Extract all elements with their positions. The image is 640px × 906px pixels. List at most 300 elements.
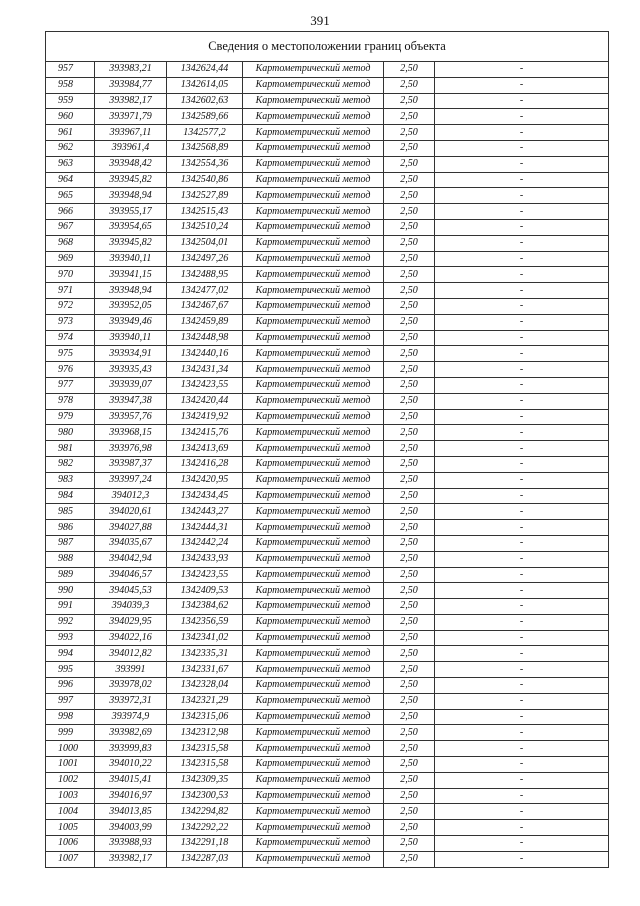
point-number-cell: 994 [46, 646, 95, 662]
method-cell: Картометрический метод [243, 409, 384, 425]
description-cell: - [435, 804, 609, 820]
precision-cell: 2,50 [384, 725, 435, 741]
coord-y-cell: 1342315,58 [167, 757, 243, 773]
precision-cell: 2,50 [384, 346, 435, 362]
table-row [46, 172, 609, 188]
method-cell: Картометрический метод [243, 188, 384, 204]
coord-y-cell: 1342309,35 [167, 772, 243, 788]
coord-y-cell: 1342624,44 [167, 62, 243, 78]
method-cell: Картометрический метод [243, 362, 384, 378]
description-cell: - [435, 678, 609, 694]
coord-x-cell: 394012,82 [95, 646, 167, 662]
coord-y-cell: 1342589,66 [167, 109, 243, 125]
description-cell: - [435, 314, 609, 330]
method-cell: Картометрический метод [243, 77, 384, 93]
table-row [46, 377, 609, 393]
table-row [46, 456, 609, 472]
method-cell: Картометрический метод [243, 472, 384, 488]
precision-cell: 2,50 [384, 662, 435, 678]
point-number-cell: 1002 [46, 772, 95, 788]
table-row [46, 551, 609, 567]
point-number-cell: 960 [46, 109, 95, 125]
method-cell: Картометрический метод [243, 804, 384, 820]
description-cell: - [435, 109, 609, 125]
coord-y-cell: 1342443,27 [167, 504, 243, 520]
precision-cell: 2,50 [384, 678, 435, 694]
coord-y-cell: 1342356,59 [167, 614, 243, 630]
coord-x-cell: 393934,91 [95, 346, 167, 362]
description-cell: - [435, 646, 609, 662]
point-number-cell: 965 [46, 188, 95, 204]
description-cell: - [435, 630, 609, 646]
table-row [46, 93, 609, 109]
point-number-cell: 986 [46, 520, 95, 536]
coord-x-cell: 394027,88 [95, 520, 167, 536]
coord-y-cell: 1342434,45 [167, 488, 243, 504]
method-cell: Картометрический метод [243, 820, 384, 836]
description-cell: - [435, 140, 609, 156]
precision-cell: 2,50 [384, 583, 435, 599]
table-row [46, 788, 609, 804]
point-number-cell: 996 [46, 678, 95, 694]
description-cell: - [435, 456, 609, 472]
table-row [46, 535, 609, 551]
description-cell: - [435, 614, 609, 630]
coord-y-cell: 1342413,69 [167, 441, 243, 457]
description-cell: - [435, 583, 609, 599]
precision-cell: 2,50 [384, 77, 435, 93]
point-number-cell: 992 [46, 614, 95, 630]
table-row [46, 109, 609, 125]
coord-y-cell: 1342292,22 [167, 820, 243, 836]
precision-cell: 2,50 [384, 298, 435, 314]
coord-x-cell: 393999,83 [95, 741, 167, 757]
point-number-cell: 988 [46, 551, 95, 567]
page-number: 391 [310, 13, 330, 28]
point-number-cell: 967 [46, 219, 95, 235]
point-number-cell: 1001 [46, 757, 95, 773]
precision-cell: 2,50 [384, 219, 435, 235]
method-cell: Картометрический метод [243, 283, 384, 299]
coord-x-cell: 394012,3 [95, 488, 167, 504]
table-row [46, 709, 609, 725]
point-number-cell: 982 [46, 456, 95, 472]
coord-y-cell: 1342440,16 [167, 346, 243, 362]
coord-y-cell: 1342287,03 [167, 851, 243, 867]
coord-x-cell: 394045,53 [95, 583, 167, 599]
point-number-cell: 968 [46, 235, 95, 251]
precision-cell: 2,50 [384, 267, 435, 283]
description-cell: - [435, 251, 609, 267]
precision-cell: 2,50 [384, 693, 435, 709]
table-body [46, 62, 609, 868]
description-cell: - [435, 551, 609, 567]
coord-x-cell: 393948,94 [95, 283, 167, 299]
coord-x-cell: 393982,17 [95, 93, 167, 109]
method-cell: Картометрический метод [243, 156, 384, 172]
description-cell: - [435, 836, 609, 852]
coord-y-cell: 1342416,28 [167, 456, 243, 472]
table-row [46, 156, 609, 172]
coord-y-cell: 1342510,24 [167, 219, 243, 235]
coord-y-cell: 1342504,01 [167, 235, 243, 251]
table-row [46, 441, 609, 457]
coord-y-cell: 1342409,53 [167, 583, 243, 599]
precision-cell: 2,50 [384, 425, 435, 441]
coord-x-cell: 393945,82 [95, 235, 167, 251]
point-number-cell: 969 [46, 251, 95, 267]
precision-cell: 2,50 [384, 314, 435, 330]
table-row [46, 804, 609, 820]
point-number-cell: 963 [46, 156, 95, 172]
coord-x-cell: 393961,4 [95, 140, 167, 156]
coord-y-cell: 1342291,18 [167, 836, 243, 852]
method-cell: Картометрический метод [243, 646, 384, 662]
point-number-cell: 978 [46, 393, 95, 409]
coord-y-cell: 1342497,26 [167, 251, 243, 267]
description-cell: - [435, 267, 609, 283]
description-cell: - [435, 535, 609, 551]
table-row [46, 646, 609, 662]
precision-cell: 2,50 [384, 377, 435, 393]
method-cell: Картометрический метод [243, 267, 384, 283]
coord-y-cell: 1342448,98 [167, 330, 243, 346]
table-row [46, 741, 609, 757]
description-cell: - [435, 62, 609, 78]
point-number-cell: 964 [46, 172, 95, 188]
point-number-cell: 993 [46, 630, 95, 646]
point-number-cell: 975 [46, 346, 95, 362]
method-cell: Картометрический метод [243, 377, 384, 393]
method-cell: Картометрический метод [243, 204, 384, 220]
table-row [46, 851, 609, 867]
method-cell: Картометрический метод [243, 851, 384, 867]
precision-cell: 2,50 [384, 456, 435, 472]
precision-cell: 2,50 [384, 93, 435, 109]
description-cell: - [435, 298, 609, 314]
point-number-cell: 984 [46, 488, 95, 504]
precision-cell: 2,50 [384, 204, 435, 220]
precision-cell: 2,50 [384, 757, 435, 773]
table-title: Сведения о местоположении границ объекта [46, 32, 609, 62]
precision-cell: 2,50 [384, 820, 435, 836]
point-number-cell: 973 [46, 314, 95, 330]
coord-y-cell: 1342444,31 [167, 520, 243, 536]
coord-y-cell: 1342315,06 [167, 709, 243, 725]
table-row [46, 678, 609, 694]
point-number-cell: 970 [46, 267, 95, 283]
description-cell: - [435, 693, 609, 709]
coord-x-cell: 393939,07 [95, 377, 167, 393]
coord-y-cell: 1342442,24 [167, 535, 243, 551]
coord-y-cell: 1342341,02 [167, 630, 243, 646]
coord-y-cell: 1342315,58 [167, 741, 243, 757]
method-cell: Картометрический метод [243, 140, 384, 156]
coord-y-cell: 1342384,62 [167, 599, 243, 615]
description-cell: - [435, 346, 609, 362]
point-number-cell: 997 [46, 693, 95, 709]
coord-x-cell: 393949,46 [95, 314, 167, 330]
method-cell: Картометрический метод [243, 441, 384, 457]
coord-x-cell: 393952,05 [95, 298, 167, 314]
precision-cell: 2,50 [384, 567, 435, 583]
method-cell: Картометрический метод [243, 109, 384, 125]
table-row [46, 504, 609, 520]
description-cell: - [435, 172, 609, 188]
coord-x-cell: 394003,99 [95, 820, 167, 836]
table-row [46, 204, 609, 220]
method-cell: Картометрический метод [243, 836, 384, 852]
point-number-cell: 971 [46, 283, 95, 299]
table-row [46, 772, 609, 788]
coord-x-cell: 394046,57 [95, 567, 167, 583]
coord-y-cell: 1342602,63 [167, 93, 243, 109]
precision-cell: 2,50 [384, 125, 435, 141]
method-cell: Картометрический метод [243, 219, 384, 235]
coord-y-cell: 1342300,53 [167, 788, 243, 804]
table-row [46, 267, 609, 283]
coord-x-cell: 393974,9 [95, 709, 167, 725]
method-cell: Картометрический метод [243, 488, 384, 504]
coord-x-cell: 393983,21 [95, 62, 167, 78]
coord-x-cell: 393948,94 [95, 188, 167, 204]
coord-x-cell: 393978,02 [95, 678, 167, 694]
description-cell: - [435, 741, 609, 757]
coord-x-cell: 393940,11 [95, 330, 167, 346]
point-number-cell: 958 [46, 77, 95, 93]
coord-y-cell: 1342515,43 [167, 204, 243, 220]
coord-x-cell: 394010,22 [95, 757, 167, 773]
table-row [46, 77, 609, 93]
coord-x-cell: 393957,76 [95, 409, 167, 425]
coord-x-cell: 393941,15 [95, 267, 167, 283]
point-number-cell: 1006 [46, 836, 95, 852]
boundary-coordinates-table [45, 31, 608, 868]
point-number-cell: 1003 [46, 788, 95, 804]
method-cell: Картометрический метод [243, 251, 384, 267]
description-cell: - [435, 709, 609, 725]
point-number-cell: 999 [46, 725, 95, 741]
description-cell: - [435, 788, 609, 804]
table-row [46, 62, 609, 78]
precision-cell: 2,50 [384, 409, 435, 425]
precision-cell: 2,50 [384, 836, 435, 852]
method-cell: Картометрический метод [243, 662, 384, 678]
table-row [46, 298, 609, 314]
description-cell: - [435, 599, 609, 615]
precision-cell: 2,50 [384, 393, 435, 409]
coord-x-cell: 394015,41 [95, 772, 167, 788]
point-number-cell: 981 [46, 441, 95, 457]
coord-x-cell: 394022,16 [95, 630, 167, 646]
precision-cell: 2,50 [384, 551, 435, 567]
description-cell: - [435, 156, 609, 172]
description-cell: - [435, 377, 609, 393]
method-cell: Картометрический метод [243, 456, 384, 472]
method-cell: Картометрический метод [243, 520, 384, 536]
point-number-cell: 957 [46, 62, 95, 78]
description-cell: - [435, 393, 609, 409]
point-number-cell: 974 [46, 330, 95, 346]
coord-x-cell: 394042,94 [95, 551, 167, 567]
description-cell: - [435, 725, 609, 741]
method-cell: Картометрический метод [243, 551, 384, 567]
description-cell: - [435, 851, 609, 867]
method-cell: Картометрический метод [243, 172, 384, 188]
point-number-cell: 998 [46, 709, 95, 725]
precision-cell: 2,50 [384, 156, 435, 172]
coord-y-cell: 1342614,05 [167, 77, 243, 93]
table-row [46, 662, 609, 678]
coord-x-cell: 394039,3 [95, 599, 167, 615]
coord-x-cell: 393968,15 [95, 425, 167, 441]
precision-cell: 2,50 [384, 172, 435, 188]
coord-x-cell: 394035,67 [95, 535, 167, 551]
coord-y-cell: 1342420,95 [167, 472, 243, 488]
coord-x-cell: 393972,31 [95, 693, 167, 709]
point-number-cell: 979 [46, 409, 95, 425]
method-cell: Картометрический метод [243, 772, 384, 788]
precision-cell: 2,50 [384, 472, 435, 488]
description-cell: - [435, 820, 609, 836]
coord-y-cell: 1342488,95 [167, 267, 243, 283]
method-cell: Картометрический метод [243, 599, 384, 615]
coord-x-cell: 393955,17 [95, 204, 167, 220]
description-cell: - [435, 441, 609, 457]
table-row [46, 409, 609, 425]
point-number-cell: 976 [46, 362, 95, 378]
coord-x-cell: 394013,85 [95, 804, 167, 820]
table-row [46, 836, 609, 852]
method-cell: Картометрический метод [243, 583, 384, 599]
point-number-cell: 972 [46, 298, 95, 314]
method-cell: Картометрический метод [243, 709, 384, 725]
description-cell: - [435, 125, 609, 141]
precision-cell: 2,50 [384, 362, 435, 378]
coord-y-cell: 1342568,89 [167, 140, 243, 156]
coord-x-cell: 394016,97 [95, 788, 167, 804]
coord-x-cell: 393991 [95, 662, 167, 678]
table-row [46, 614, 609, 630]
description-cell: - [435, 235, 609, 251]
coord-y-cell: 1342477,02 [167, 283, 243, 299]
description-cell: - [435, 425, 609, 441]
method-cell: Картометрический метод [243, 535, 384, 551]
coord-y-cell: 1342527,89 [167, 188, 243, 204]
coord-x-cell: 393954,65 [95, 219, 167, 235]
point-number-cell: 995 [46, 662, 95, 678]
precision-cell: 2,50 [384, 283, 435, 299]
precision-cell: 2,50 [384, 504, 435, 520]
table-row [46, 283, 609, 299]
coord-y-cell: 1342415,76 [167, 425, 243, 441]
table-row [46, 567, 609, 583]
method-cell: Картометрический метод [243, 314, 384, 330]
point-number-cell: 961 [46, 125, 95, 141]
table-row [46, 125, 609, 141]
precision-cell: 2,50 [384, 709, 435, 725]
table-row [46, 630, 609, 646]
point-number-cell: 990 [46, 583, 95, 599]
precision-cell: 2,50 [384, 741, 435, 757]
point-number-cell: 980 [46, 425, 95, 441]
point-number-cell: 987 [46, 535, 95, 551]
coord-x-cell: 393997,24 [95, 472, 167, 488]
coord-y-cell: 1342459,89 [167, 314, 243, 330]
coord-y-cell: 1342321,29 [167, 693, 243, 709]
precision-cell: 2,50 [384, 488, 435, 504]
coord-x-cell: 393984,77 [95, 77, 167, 93]
description-cell: - [435, 520, 609, 536]
coord-y-cell: 1342312,98 [167, 725, 243, 741]
coord-y-cell: 1342419,92 [167, 409, 243, 425]
description-cell: - [435, 488, 609, 504]
table-row [46, 425, 609, 441]
point-number-cell: 977 [46, 377, 95, 393]
coord-x-cell: 393947,38 [95, 393, 167, 409]
coord-x-cell: 393988,93 [95, 836, 167, 852]
method-cell: Картометрический метод [243, 614, 384, 630]
coord-x-cell: 393976,98 [95, 441, 167, 457]
point-number-cell: 1004 [46, 804, 95, 820]
precision-cell: 2,50 [384, 140, 435, 156]
table-row [46, 599, 609, 615]
precision-cell: 2,50 [384, 804, 435, 820]
description-cell: - [435, 330, 609, 346]
coord-x-cell: 393940,11 [95, 251, 167, 267]
point-number-cell: 1000 [46, 741, 95, 757]
precision-cell: 2,50 [384, 646, 435, 662]
point-number-cell: 966 [46, 204, 95, 220]
table-row [46, 346, 609, 362]
coord-x-cell: 393967,11 [95, 125, 167, 141]
method-cell: Картометрический метод [243, 330, 384, 346]
precision-cell: 2,50 [384, 630, 435, 646]
method-cell: Картометрический метод [243, 757, 384, 773]
table-row [46, 472, 609, 488]
point-number-cell: 959 [46, 93, 95, 109]
precision-cell: 2,50 [384, 441, 435, 457]
precision-cell: 2,50 [384, 535, 435, 551]
method-cell: Картометрический метод [243, 725, 384, 741]
table-row [46, 583, 609, 599]
method-cell: Картометрический метод [243, 567, 384, 583]
precision-cell: 2,50 [384, 599, 435, 615]
coord-y-cell: 1342423,55 [167, 567, 243, 583]
method-cell: Картометрический метод [243, 693, 384, 709]
table-row [46, 757, 609, 773]
method-cell: Картометрический метод [243, 393, 384, 409]
precision-cell: 2,50 [384, 109, 435, 125]
coord-y-cell: 1342554,36 [167, 156, 243, 172]
point-number-cell: 985 [46, 504, 95, 520]
point-number-cell: 989 [46, 567, 95, 583]
description-cell: - [435, 77, 609, 93]
description-cell: - [435, 757, 609, 773]
table-row [46, 140, 609, 156]
coord-y-cell: 1342420,44 [167, 393, 243, 409]
coord-y-cell: 1342331,67 [167, 662, 243, 678]
method-cell: Картометрический метод [243, 741, 384, 757]
coord-y-cell: 1342328,04 [167, 678, 243, 694]
coord-x-cell: 394020,61 [95, 504, 167, 520]
precision-cell: 2,50 [384, 851, 435, 867]
coord-x-cell: 393948,42 [95, 156, 167, 172]
description-cell: - [435, 204, 609, 220]
table-row [46, 520, 609, 536]
table-row [46, 219, 609, 235]
description-cell: - [435, 409, 609, 425]
